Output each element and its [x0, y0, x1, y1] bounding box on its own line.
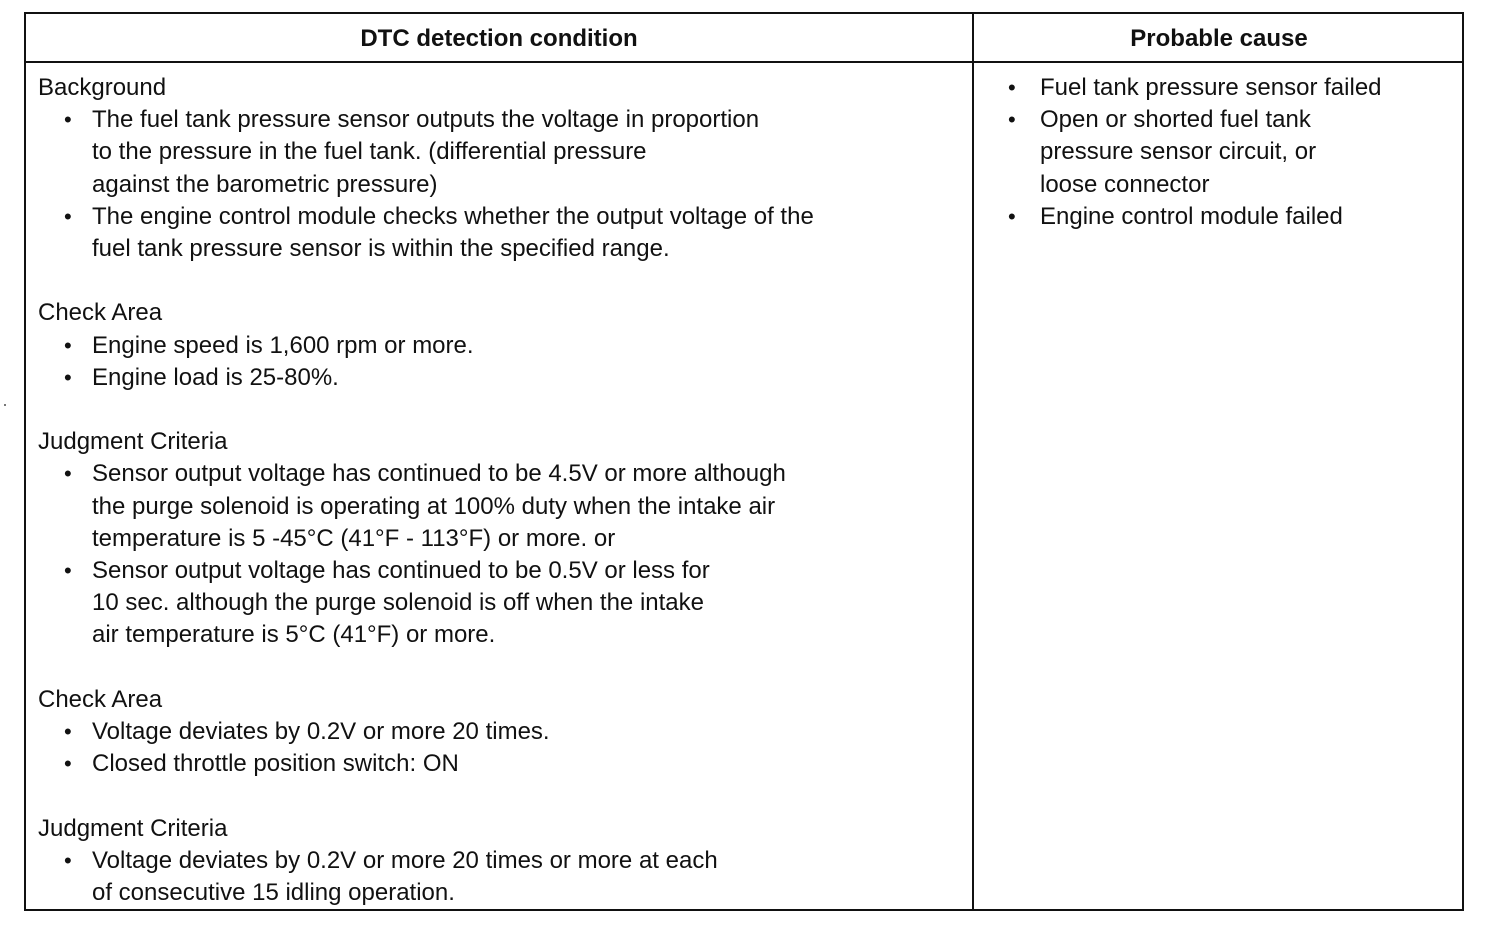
- item-line: Engine control module failed: [1040, 202, 1343, 230]
- bullet-list: [38, 330, 958, 394]
- bullet-icon: •: [64, 203, 72, 229]
- item-line: The engine control module checks whether the output voltage of the: [92, 202, 814, 230]
- item-line: Voltage deviates by 0.2V or more 20 times or more at each: [92, 846, 718, 874]
- section-title: Check Area: [38, 299, 163, 327]
- item-line: Sensor output voltage has continued to be 0.5V or less for: [92, 557, 710, 585]
- item-line: Open or shorted fuel tank: [1040, 106, 1311, 134]
- bullet-icon: •: [1008, 75, 1016, 100]
- bullet-item: [38, 330, 958, 362]
- bullet-list: [38, 104, 958, 265]
- item-line: air temperature is 5°C (41°F) or more.: [92, 621, 496, 649]
- bullet-icon: •: [64, 107, 72, 133]
- bullet-icon: •: [1008, 203, 1016, 229]
- section-judgment-criteria: [38, 813, 958, 910]
- bullet-item: [1008, 72, 1458, 104]
- item-line: of consecutive 15 idling operation.: [92, 879, 455, 907]
- bullet-item: [38, 104, 958, 201]
- item-line: temperature is 5 -45°C (41°F - 113°F) or more. or: [92, 524, 616, 552]
- item-line: loose connector: [1040, 170, 1210, 198]
- item-line: to the pressure in the fuel tank. (differential pressure: [92, 138, 647, 166]
- stray-mark: [4, 404, 6, 406]
- section-judgment-criteria: [38, 426, 958, 651]
- bullet-item: [1008, 201, 1458, 233]
- header-probable-cause: Probable cause: [1130, 25, 1308, 52]
- bullet-item: [38, 201, 958, 265]
- header-divider: [26, 61, 1462, 63]
- section-title: Background: [38, 74, 167, 101]
- bullet-item: [38, 716, 958, 748]
- item-line: Engine speed is 1,600 rpm or more.: [92, 331, 474, 359]
- section-check-area: [38, 297, 958, 394]
- bullet-item: [38, 845, 958, 909]
- bullet-icon: •: [64, 719, 72, 745]
- bullet-item: [38, 362, 958, 394]
- item-line: fuel tank pressure sensor is within the specified range.: [92, 235, 670, 263]
- item-line: Voltage deviates by 0.2V or more 20 times.: [92, 718, 550, 746]
- bullet-icon: •: [64, 461, 72, 487]
- column-divider: [972, 14, 974, 909]
- bullet-icon: •: [1008, 107, 1016, 133]
- bullet-item: [38, 555, 958, 652]
- bullet-icon: •: [64, 751, 72, 777]
- item-line: Engine load is 25-80%.: [92, 363, 339, 391]
- section-background: [38, 72, 958, 265]
- bullet-list: [38, 458, 958, 651]
- item-line: The fuel tank pressure sensor outputs the voltage in proportion: [92, 106, 760, 134]
- item-line: Sensor output voltage has continued to be 4.5V or more although: [92, 460, 786, 488]
- bullet-item: [1008, 104, 1458, 201]
- bullet-icon: •: [64, 558, 72, 584]
- bullet-list: [38, 845, 958, 909]
- bullet-icon: •: [64, 332, 72, 358]
- cause-list: [1008, 72, 1458, 233]
- bullet-list: [38, 716, 958, 780]
- header-dtc-detection-condition: DTC detection condition: [360, 25, 638, 52]
- bullet-item: [38, 748, 958, 780]
- dtc-table: [24, 12, 1464, 911]
- bullet-icon: •: [64, 364, 72, 390]
- item-line: Fuel tank pressure sensor failed: [1040, 74, 1382, 101]
- condition-column: [38, 72, 958, 909]
- item-line: against the barometric pressure): [92, 170, 438, 198]
- section-title: Check Area: [38, 685, 163, 713]
- bullet-icon: •: [64, 847, 72, 873]
- section-check-area: [38, 684, 958, 781]
- section-title: Judgment Criteria: [38, 814, 228, 842]
- item-line: pressure sensor circuit, or: [1040, 138, 1317, 166]
- item-line: the purge solenoid is operating at 100% duty when the intake air: [92, 492, 776, 520]
- cause-column: [1008, 72, 1458, 233]
- item-line: 10 sec. although the purge solenoid is off when the intake: [92, 589, 704, 617]
- section-title: Judgment Criteria: [38, 428, 228, 456]
- bullet-item: [38, 458, 958, 555]
- item-line: Closed throttle position switch: ON: [92, 750, 459, 778]
